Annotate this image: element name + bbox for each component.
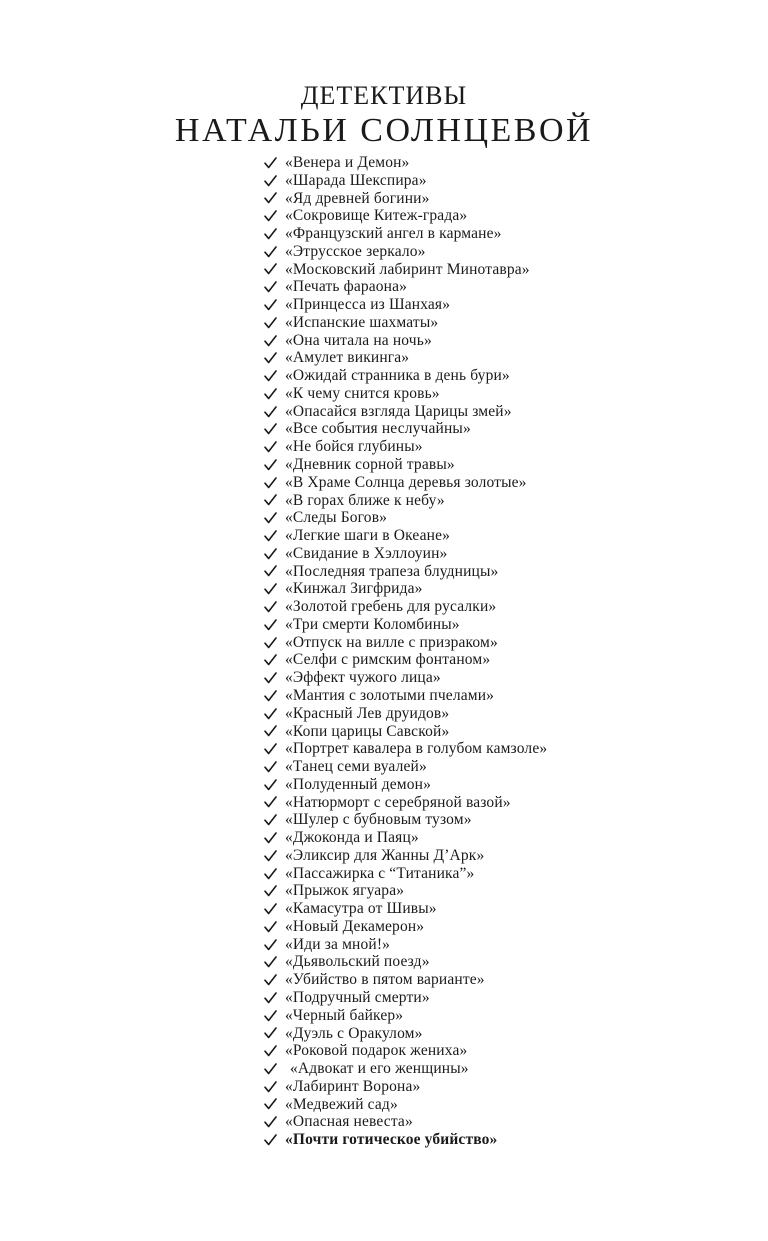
- list-item: [264, 225, 744, 243]
- book-title: «Мантия с золотыми пчелами»: [285, 686, 495, 704]
- list-item: [264, 1131, 744, 1149]
- list-item: [264, 420, 744, 438]
- book-title: «Испанские шахматы»: [285, 313, 439, 331]
- book-title: «Печать фараона»: [285, 278, 408, 296]
- checkmark-icon: [264, 192, 277, 204]
- book-title: «Черный байкер»: [285, 1006, 404, 1024]
- list-item: [264, 509, 744, 527]
- checkmark-icon: [264, 939, 277, 951]
- list-item: [264, 634, 744, 652]
- checkmark-icon: [264, 423, 277, 435]
- book-list: [264, 154, 744, 1149]
- book-title: «Убийство в пятом варианте»: [285, 971, 485, 989]
- checkmark-icon: [264, 761, 277, 773]
- book-title: «Шарада Шекспира»: [285, 171, 427, 189]
- checkmark-icon: [264, 210, 277, 222]
- book-title: «Последняя трапеза блудницы»: [285, 562, 499, 580]
- checkmark-icon: [264, 477, 277, 489]
- book-title: «Эликсир для Жанны Д’Арк»: [285, 846, 485, 864]
- checkmark-icon: [264, 583, 277, 595]
- book-title: «В Храме Солнца деревья золотые»: [285, 473, 527, 491]
- list-item: [264, 1113, 744, 1131]
- list-item: [264, 527, 744, 545]
- list-item: [264, 545, 744, 563]
- checkmark-icon: [264, 459, 277, 471]
- list-item: [264, 900, 744, 918]
- list-item: [264, 723, 744, 741]
- checkmark-icon: [264, 1134, 277, 1146]
- checkmark-icon: [264, 814, 277, 826]
- list-item: [264, 1025, 744, 1043]
- book-title: «Роковой подарок жениха»: [285, 1042, 468, 1060]
- list-item: [264, 865, 744, 883]
- list-item: [264, 616, 744, 634]
- checkmark-icon: [264, 175, 277, 187]
- book-title: «Ожидай странника в день бури»: [285, 367, 510, 385]
- book-title: «Свидание в Хэллоуин»: [285, 544, 448, 562]
- checkmark-icon: [264, 832, 277, 844]
- list-item: [264, 296, 744, 314]
- list-item: [264, 794, 744, 812]
- book-title: «Красный Лев друидов»: [285, 704, 450, 722]
- book-title: «Золотой гребень для русалки»: [285, 598, 497, 616]
- checkmark-icon: [264, 850, 277, 862]
- list-item: [264, 563, 744, 581]
- book-title: «Все события неслучайны»: [285, 420, 471, 438]
- book-title: «Этрусское зеркало»: [285, 242, 426, 260]
- checkmark-icon: [264, 157, 277, 169]
- list-item: [264, 829, 744, 847]
- checkmark-icon: [264, 619, 277, 631]
- checkmark-icon: [264, 228, 277, 240]
- checkmark-icon: [264, 565, 277, 577]
- checkmark-icon: [264, 317, 277, 329]
- book-title: «Новый Декамерон»: [285, 917, 425, 935]
- checkmark-icon: [264, 725, 277, 737]
- book-title: «Камасутра от Шивы»: [285, 900, 437, 918]
- list-item: [264, 847, 744, 865]
- list-item: [264, 936, 744, 954]
- checkmark-icon: [264, 743, 277, 755]
- heading-series: ДЕТЕКТИВЫ: [300, 81, 468, 110]
- checkmark-icon: [264, 1063, 277, 1075]
- checkmark-icon: [264, 1045, 277, 1057]
- book-title: «К чему снится кровь»: [285, 384, 440, 402]
- checkmark-icon: [264, 868, 277, 880]
- list-item: [264, 190, 744, 208]
- list-item: [264, 953, 744, 971]
- book-title: «Лабиринт Ворона»: [285, 1077, 421, 1095]
- book-title: «Портрет кавалера в голубом камзоле»: [285, 740, 548, 758]
- list-item: [264, 207, 744, 225]
- list-item: [264, 705, 744, 723]
- checkmark-icon: [264, 779, 277, 791]
- checkmark-icon: [264, 601, 277, 613]
- list-item: [264, 598, 744, 616]
- list-item: [264, 1042, 744, 1060]
- book-title: «Сокровище Китеж-града»: [285, 207, 468, 225]
- checkmark-icon: [264, 974, 277, 986]
- book-title: «Эффект чужого лица»: [285, 669, 441, 687]
- book-title: «Пассажирка с “Титаника”»: [285, 864, 475, 882]
- book-title: «Почти готическое убийство»: [285, 1131, 498, 1149]
- book-title: «Следы Богов»: [285, 509, 388, 527]
- checkmark-icon: [264, 1081, 277, 1093]
- checkmark-icon: [264, 246, 277, 258]
- book-title: «Дьявольский поезд»: [285, 953, 430, 971]
- checkmark-icon: [264, 548, 277, 560]
- list-item: [264, 403, 744, 421]
- checkmark-icon: [264, 956, 277, 968]
- list-item: [264, 367, 744, 385]
- book-title: «Шулер с бубновым тузом»: [285, 811, 472, 829]
- heading-author: НАТАЛЬИ СОЛНЦЕВОЙ: [174, 112, 594, 149]
- book-title: «Дневник сорной травы»: [285, 456, 455, 474]
- checkmark-icon: [264, 388, 277, 400]
- checkmark-icon: [264, 921, 277, 933]
- list-item: [264, 669, 744, 687]
- checkmark-icon: [264, 352, 277, 364]
- list-item: [264, 438, 744, 456]
- checkmark-icon: [264, 903, 277, 915]
- checkmark-icon: [264, 1116, 277, 1128]
- list-item: [264, 1060, 744, 1078]
- book-title: «Легкие шаги в Океане»: [285, 527, 451, 545]
- book-title: «В горах ближе к небу»: [285, 491, 445, 509]
- book-title: «Джоконда и Паяц»: [285, 829, 419, 847]
- checkmark-icon: [264, 654, 277, 666]
- book-title: «Адвокат и его женщины»: [290, 1060, 469, 1078]
- list-item: [264, 261, 744, 279]
- list-item: [264, 492, 744, 510]
- list-item: [264, 882, 744, 900]
- book-title: «Дуэль с Оракулом»: [285, 1024, 423, 1042]
- list-item: [264, 740, 744, 758]
- list-item: [264, 172, 744, 190]
- checkmark-icon: [264, 512, 277, 524]
- list-item: [264, 385, 744, 403]
- list-item: [264, 1096, 744, 1114]
- checkmark-icon: [264, 406, 277, 418]
- book-title: «Венера и Демон»: [285, 154, 410, 171]
- list-item: [264, 332, 744, 350]
- checkmark-icon: [264, 672, 277, 684]
- list-item: [264, 687, 744, 705]
- book-title: «Танец семи вуалей»: [285, 758, 427, 776]
- list-item: [264, 811, 744, 829]
- list-item: [264, 349, 744, 367]
- list-item: [264, 651, 744, 669]
- checkmark-icon: [264, 370, 277, 382]
- book-title: «Яд древней богини»: [285, 189, 430, 207]
- book-title: «Медвежий сад»: [285, 1095, 398, 1113]
- book-title: «Она читала на ночь»: [285, 331, 432, 349]
- book-title: «Натюрморт с серебряной вазой»: [285, 793, 511, 811]
- list-item: [264, 989, 744, 1007]
- book-title: «Принцесса из Шанхая»: [285, 296, 451, 314]
- checkmark-icon: [264, 1098, 277, 1110]
- book-title: «Три смерти Коломбины»: [285, 615, 460, 633]
- list-item: [264, 278, 744, 296]
- list-item: [264, 474, 744, 492]
- book-title: «Не бойся глубины»: [285, 438, 423, 456]
- book-title: «Иди за мной!»: [285, 935, 391, 953]
- book-title: «Кинжал Зигфрида»: [285, 580, 423, 598]
- checkmark-icon: [264, 690, 277, 702]
- list-item: [264, 314, 744, 332]
- list-item: [264, 243, 744, 261]
- list-item: [264, 1007, 744, 1025]
- list-item: [264, 971, 744, 989]
- book-title: «Отпуск на вилле с призраком»: [285, 633, 498, 651]
- checkmark-icon: [264, 708, 277, 720]
- list-item: [264, 456, 744, 474]
- list-item: [264, 580, 744, 598]
- list-item: [264, 776, 744, 794]
- book-title: «Французский ангел в кармане»: [285, 225, 502, 243]
- list-item: [264, 758, 744, 776]
- book-title: «Опасайся взгляда Царицы змей»: [285, 402, 512, 420]
- book-title: «Московский лабиринт Минотавра»: [285, 260, 530, 278]
- checkmark-icon: [264, 796, 277, 808]
- list-item: [264, 154, 744, 172]
- checkmark-icon: [264, 530, 277, 542]
- list-item: [264, 918, 744, 936]
- book-title: «Селфи с римским фонтаном»: [285, 651, 491, 669]
- checkmark-icon: [264, 637, 277, 649]
- checkmark-icon: [264, 263, 277, 275]
- checkmark-icon: [264, 1027, 277, 1039]
- book-title: «Копи царицы Савской»: [285, 722, 450, 740]
- checkmark-icon: [264, 281, 277, 293]
- book-title: «Подручный смерти»: [285, 988, 430, 1006]
- book-title: «Полуденный демон»: [285, 775, 432, 793]
- checkmark-icon: [264, 441, 277, 453]
- checkmark-icon: [264, 885, 277, 897]
- checkmark-icon: [264, 992, 277, 1004]
- checkmark-icon: [264, 494, 277, 506]
- book-title: «Опасная невеста»: [285, 1113, 413, 1131]
- book-title: «Амулет викинга»: [285, 349, 410, 367]
- list-item: [264, 1078, 744, 1096]
- checkmark-icon: [264, 335, 277, 347]
- checkmark-icon: [264, 1010, 277, 1022]
- book-title: «Прыжок ягуара»: [285, 882, 405, 900]
- checkmark-icon: [264, 299, 277, 311]
